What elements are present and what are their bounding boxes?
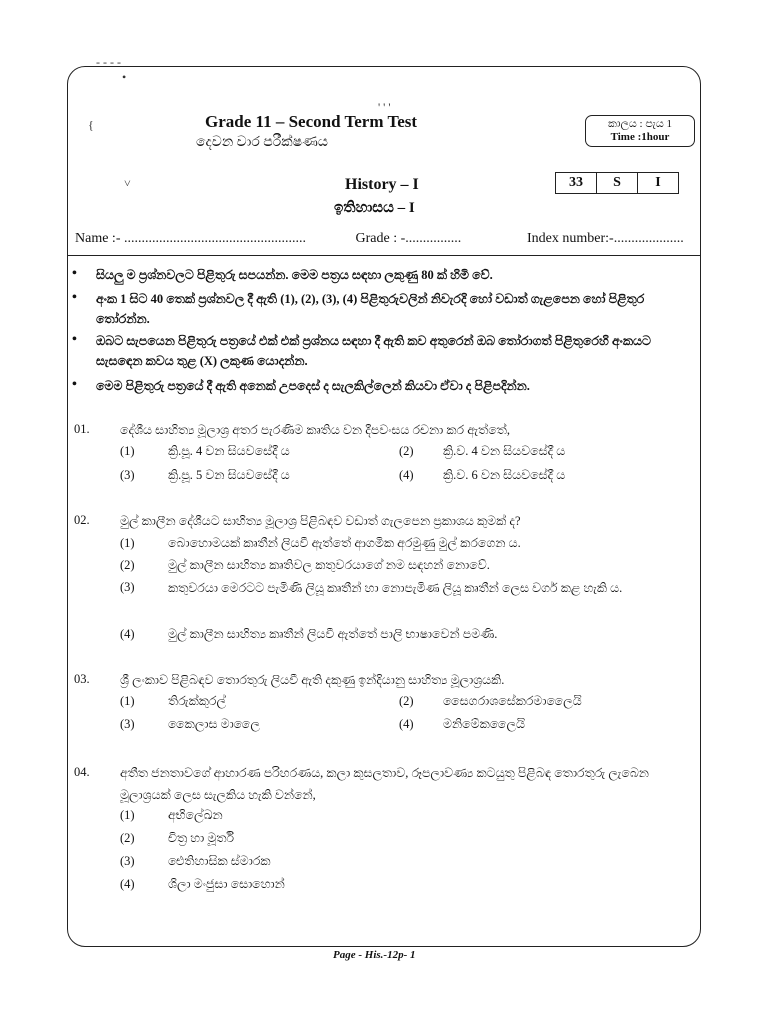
exam-title-sinhala: දෙවන වාර පරීක්ෂණය: [196, 135, 328, 150]
option-number: (1): [120, 536, 135, 550]
option-text: බොහොමයක් කෘතීන් ලියවී ඇත්තේ ආගමික අරමුණු මුල් කරගෙන ය.: [168, 536, 521, 550]
divider: [67, 255, 701, 256]
code-cell: 33: [556, 173, 597, 193]
option-number: (4): [120, 627, 135, 641]
stray-mark: - - - -: [96, 55, 121, 69]
option-text: අභිලේඛන: [168, 808, 223, 822]
option-number: (1): [120, 694, 135, 708]
time-label-sinhala: කාලය : පැය 1: [607, 118, 673, 130]
option-text: මුල් කාලීන සාහිත්‍ය කෘතිවල කතුවරයාගේ නම සඳහන් නොවේ.: [168, 558, 490, 572]
option-text: ක්‍රි.ව. 4 වන සියවසේදී ය: [443, 444, 566, 458]
question-number: 04.: [74, 765, 90, 779]
bullet-icon: •: [72, 290, 77, 305]
option-number: (2): [399, 694, 414, 708]
question-text: මුල් කාලීන දේශීයට සාහිත්‍ය මූලාශ්‍ර පිළිබඳව වඩාත් ගැලපෙන ප්‍රකාශය කුමක් ද?: [120, 514, 521, 528]
question-number: 03.: [74, 672, 90, 686]
code-cell: I: [655, 175, 661, 190]
stray-mark: ' ' ': [378, 100, 391, 114]
instruction-item: • ඔබට සැපයෙන පිළිතුරු පත්‍රයේ එක් එක් ප්‍රශ්නය සඳහා දී ඇති කව අතුරෙන් ඔබ තෝරාගත් පිළිතුරෙහි අංකයට සැසඳෙන කවය තුළ (X) ලකුණ යොදන්න.: [72, 332, 651, 368]
bullet-icon: •: [72, 377, 77, 392]
question-text: දේශීය සාහිත්‍ය මූලාශ්‍ර අතර පැරණිම කෘතිය වන දීපවංසය රචනා කර ඇත්තේ,: [120, 423, 511, 437]
question-number: 01.: [74, 422, 90, 436]
option-number: (3): [120, 580, 135, 594]
student-fields: [75, 231, 684, 247]
question-number: 02.: [74, 513, 90, 527]
option-text: ක්‍රි.ව. 6 වන සියවසේදී ය: [443, 468, 566, 482]
option-text: ශිලා මංජුසා සොහොන්: [168, 877, 285, 891]
stray-mark: {: [88, 118, 94, 132]
time-label: Time :1hour: [610, 131, 670, 143]
stray-mark: ˅: [124, 176, 131, 190]
subject-title-sinhala: ඉතිහාසය – I: [334, 200, 415, 216]
subject-title: History – I: [345, 176, 419, 193]
option-number: (3): [120, 854, 135, 868]
question-text: අතීත ජනතාවගේ ආහාරණ පරිහරණය, කලා කුසලතාව, රූපලාවණ්‍ය කටයුතු පිළිබඳ තොරතුරු ලැබෙන මූලාශ්‍රයක් ලෙස සැලකිය හැකි වන්නේ,: [120, 766, 649, 802]
instruction-item: • මෙම පිළිතුරු පත්‍රයේ දී ඇති අනෙක් උපදෙස් ද සැලකිල්ලෙන් කියවා ඒවා ද පිළිපදින්න.: [72, 377, 530, 393]
index-number-field[interactable]: Index number:-....................: [527, 231, 684, 246]
bullet-icon: •: [72, 266, 77, 281]
option-text: මනිමේකලෛයි: [443, 717, 525, 731]
page-footer: Page - His.-12p- 1: [333, 949, 416, 961]
grade-field[interactable]: Grade : -................: [355, 231, 462, 246]
instruction-item: • සියලු ම ප්‍රශ්නවලට පිළිතුරු සපයන්න. මෙම පත්‍රය සඳහා ලකුණු 80 ක් හිමි වේ.: [72, 266, 493, 282]
option-number: (1): [120, 808, 135, 822]
option-text: සෛගරාශසේකරමාලෛයි: [443, 694, 582, 708]
option-text: මුල් කාලීන සාහිත්‍ය කෘතීන් ලියවී ඇත්තේ පාලි භාෂාවෙන් පමණි.: [168, 627, 498, 641]
name-field[interactable]: Name :- ....................................................: [75, 231, 306, 246]
option-number: (3): [120, 717, 135, 731]
option-text: ක්‍රි.පූ. 4 වන සියවසේදී ය: [168, 444, 290, 458]
option-number: (3): [120, 468, 135, 482]
bullet-icon: •: [72, 332, 77, 347]
code-cell: S: [597, 173, 638, 193]
option-number: (4): [399, 717, 414, 731]
stray-mark: •: [122, 70, 127, 84]
option-number: (4): [120, 877, 135, 891]
option-text: ක්‍රි.පූ. 5 වන සියවසේදී ය: [168, 468, 290, 482]
option-number: (4): [399, 468, 414, 482]
option-number: (1): [120, 444, 135, 458]
option-text: චිත්‍ර හා මූර්ති: [168, 831, 235, 845]
paper-code-box: [555, 172, 679, 194]
option-text: ඓතිහාසික ස්මාරක: [168, 854, 271, 868]
option-text: කතුවරයා මෙරටට පැමිණි ලියූ කෘතීන් හා නොපැමිණ ලියූ කෘතීන් ලෙස වර්ග කළ හැකි ය.: [168, 581, 623, 595]
option-number: (2): [120, 558, 135, 572]
instruction-item: • අංක 1 සිට 40 තෙක් ප්‍රශ්නවල දී ඇති (1), (2), (3), (4) පිළිතුරුවලින් නිවැරදි හෝ වඩාත් ගැළපෙන හෝ පිළිතුර තෝරන්න.: [72, 290, 645, 326]
option-text: තිරුක්කුරල්: [168, 694, 226, 708]
time-box: [585, 115, 695, 147]
question-text: ශ්‍රී ලංකාව පිළිබඳව තොරතුරු ලියවී ඇති දකුණු ඉන්දියානු සාහිත්‍ය මූලාශ්‍රයකි.: [120, 673, 505, 687]
exam-title: Grade 11 – Second Term Test: [205, 112, 418, 131]
option-text: කෛලාස මාලෛ: [168, 717, 260, 731]
option-number: (2): [399, 444, 414, 458]
option-number: (2): [120, 831, 135, 845]
